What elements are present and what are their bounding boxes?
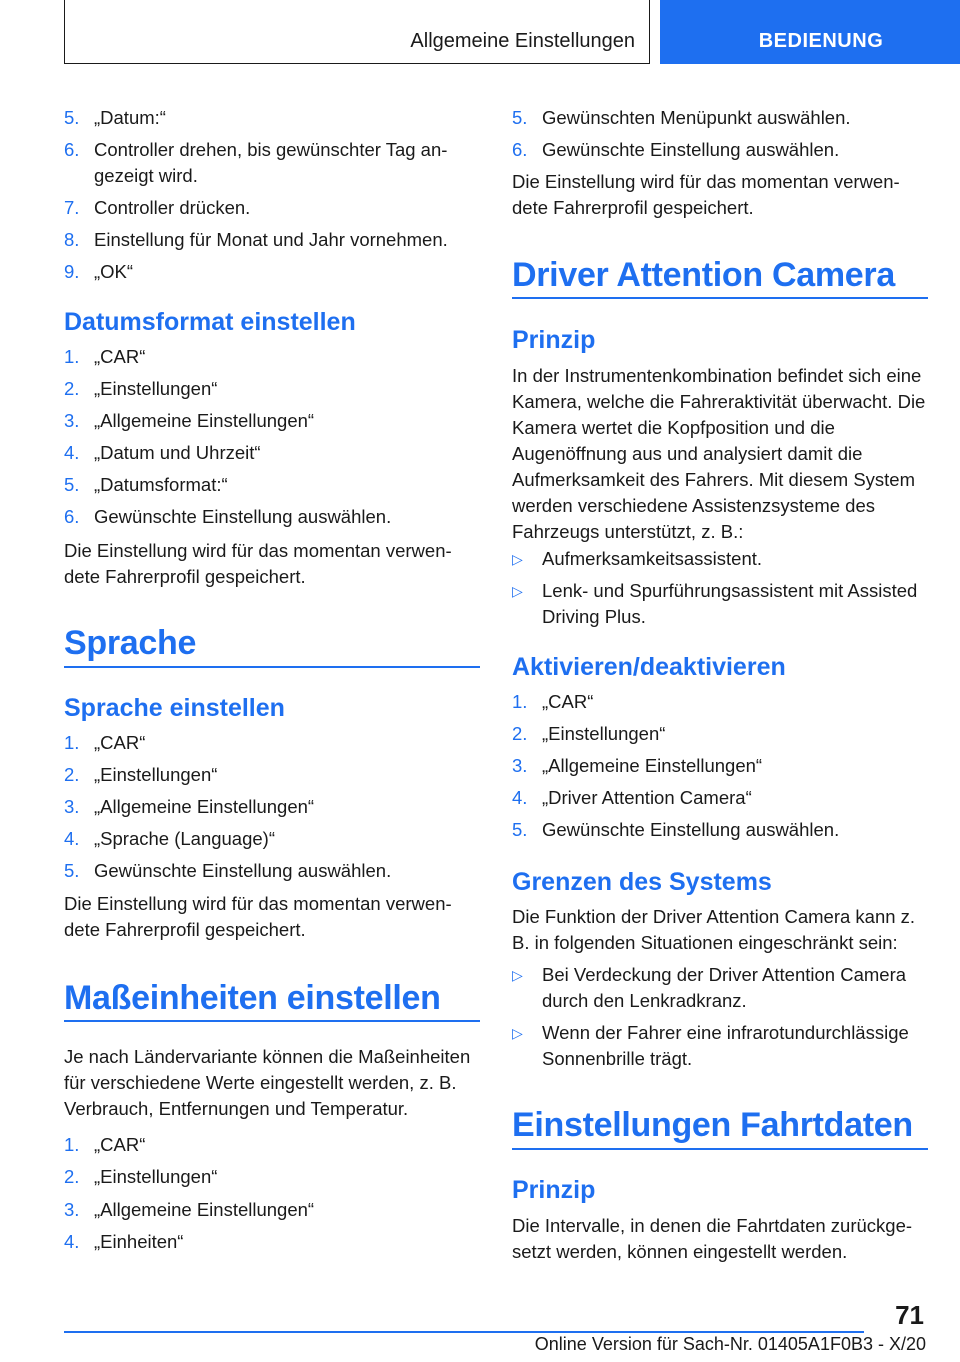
list-item: 3. „Allgemeine Einstellungen“ [64,796,315,817]
footer-rule [64,1331,864,1333]
list-item: 3. „Allgemeine Einstellungen“ [512,755,763,776]
list-item: 5. Gewünschte Einstellung auswählen. [512,819,840,840]
list-item: 5. Gewünschte Einstellung auswählen. [64,860,392,881]
list-item: 3. „Allgemeine Einstellungen“ [64,410,315,431]
page-number: 71 [895,1300,924,1330]
intro-paragraph: Je nach Ländervariante können die Maßeinheiten für verschiedene Werte eingestellt werden, z. B. Verbrauch, Entfernungen und Temperatur. [64,1046,471,1119]
section-title-sprache: Sprache [64,624,197,662]
header-section-box [64,0,650,64]
section-rule [64,666,480,668]
heading-grenzen: Grenzen des Systems [512,868,772,896]
footer-online-version: Online Version für Sach-Nr. 01405A1F0B3 - X/20 [534,1334,926,1354]
heading-aktivieren: Aktivieren/deaktivieren [512,653,786,681]
note-paragraph: Die Einstellung wird für das momentan verwendete Fahrerprofil gespeichert. [512,171,900,218]
list-item: 4. „Datum und Uhrzeit“ [64,442,261,463]
list-item: 5. „Datumsformat:“ [64,474,228,495]
list-item: ▷ Wenn der Fahrer eine infrarotundurchlässige Sonnenbrille trägt. [512,1022,909,1069]
list-item: ▷ Lenk- und Spurführungsassistent mit Assisted Driving Plus. [512,580,918,627]
list-item: 8. Einstellung für Monat und Jahr vornehmen. [64,229,448,250]
header-chapter-title: BEDIENUNG [758,30,884,52]
prinzip-paragraph: In der Instrumentenkombination befindet sich eine Kamera, welche die Fahreraktivität überwacht. Die Kamera wertet die Kopfposition und die Augenöffnung aus und analysiert damit die Aufmerksamkeit des Fahrers. Mit diesem System werden verschiedene Assistenzsysteme des Fahrzeugs unterstützt, z. B.: [512,365,926,542]
list-item: 2. „Einstellungen“ [64,764,218,785]
list-item: 9. „OK“ [64,261,134,282]
list-item: ▷ Aufmerksamkeitsassistent. [512,546,928,572]
section-title-driver-attention-camera: Driver Attention Camera [512,256,895,294]
section-rule [64,1020,480,1022]
triangle-right-icon: ▷ [512,551,523,567]
list-item: 3. „Allgemeine Einstellungen“ [64,1199,315,1220]
triangle-right-icon: ▷ [512,1025,523,1041]
list-item: 1. „CAR“ [64,346,146,367]
heading-prinzip: Prinzip [512,326,596,354]
list-item: 4. „Driver Attention Camera“ [512,787,752,808]
list-item: 2. „Einstellungen“ [512,723,666,744]
heading-datumsformat: Datumsformat einstellen [64,308,356,336]
section-title-masseinheiten: Maßeinheiten einstellen [64,979,441,1017]
list-item: 4. „Einheiten“ [64,1231,184,1252]
note-paragraph: Die Einstellung wird für das momentan verwendete Fahrerprofil gespeichert. [64,540,452,587]
list-item: 2. „Einstellungen“ [64,378,218,399]
list-item: 4. „Sprache (Language)“ [64,828,275,849]
list-item: 1. „CAR“ [512,691,594,712]
header-chapter-tab [660,0,960,64]
triangle-right-icon: ▷ [512,967,523,983]
list-item: 1. „CAR“ [64,1134,146,1155]
list-item: 2. „Einstellungen“ [64,1166,218,1187]
section-rule [512,297,928,299]
list-item: 6. Gewünschte Einstellung auswählen. [512,139,840,160]
list-item: 5. Gewünschten Menüpunkt auswählen. [512,107,851,128]
section-title-fahrtdaten: Einstellungen Fahrtdaten [512,1106,913,1144]
grenzen-paragraph: Die Funktion der Driver Attention Camera kann z. B. in folgenden Situationen eingeschränkt sein: [512,906,916,953]
section-rule [512,1148,928,1150]
triangle-right-icon: ▷ [512,583,523,599]
note-paragraph: Die Einstellung wird für das momentan verwendete Fahrerprofil gespeichert. [64,893,452,940]
list-item: 6. Gewünschte Einstellung auswählen. [64,506,392,527]
fahrtdaten-paragraph: Die Intervalle, in denen die Fahrtdaten zurückgesetzt werden, können eingestellt werden. [512,1215,913,1262]
list-item: 1. „CAR“ [64,732,146,753]
heading-fahrtdaten-prinzip: Prinzip [512,1176,596,1204]
heading-sprache-einstellen: Sprache einstellen [64,694,285,722]
list-item: 7. Controller drücken. [64,197,251,218]
list-item: ▷ Bei Verdeckung der Driver Attention Camera durch den Lenkradkranz. [512,964,907,1011]
header-section-title: Allgemeine Einstellungen [410,30,635,52]
list-item: 5. „Datum:“ [64,107,166,128]
list-item: 6. Controller drehen, bis gewünschter Tag angezeigt wird. [64,139,448,186]
